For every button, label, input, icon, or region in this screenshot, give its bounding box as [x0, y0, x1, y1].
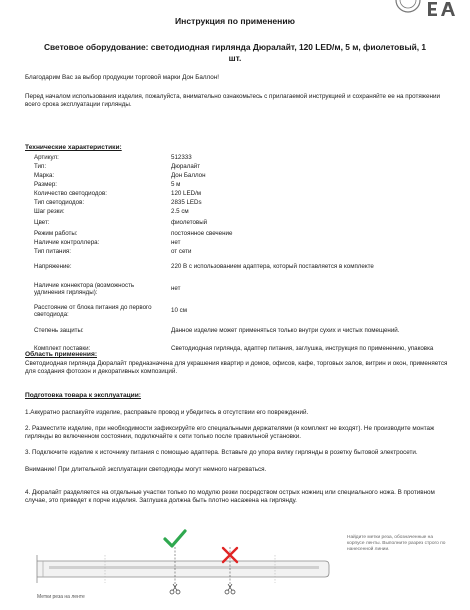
- spec-value: постоянное свечение: [171, 229, 233, 237]
- spec-row: [25, 207, 450, 216]
- spec-row: [25, 189, 450, 198]
- spec-value: 220 В с использованием адаптера, который поставляется в комплекте: [171, 263, 374, 271]
- spec-value: 2835 LEDs: [171, 198, 202, 206]
- spec-key: Тип питания:: [34, 247, 71, 255]
- prep-heading: Подготовка товара к эксплуатации:: [25, 392, 141, 399]
- step-4: 4. Дюралайт разделяется на отдельные участки только по модулю резки посредством острых ножниц или специального ножа. В противном случае, это приведет к порче изделия. Заглушка должна быть плотно насажена на гирлянду.: [25, 489, 435, 505]
- spec-row: [25, 247, 450, 256]
- cut-marks-label: Метки реза на ленте: [37, 594, 85, 600]
- usage-heading: Область применения:: [25, 351, 98, 358]
- product-title: Световое оборудование: светодиодная гирлянда Дюралайт, 120 LED/м, 5 м, фиолетовый, 1 шт.: [43, 42, 427, 63]
- spec-value: 10 см: [171, 307, 187, 315]
- spec-key: Напряжение:: [34, 263, 72, 271]
- spec-value: Светодиодная гирлянда, адаптер питания, заглушка, инструкция по применению, упаковка: [171, 345, 434, 353]
- spec-key: Степень защиты:: [34, 327, 84, 335]
- spec-key: Количество светодиодов:: [34, 189, 107, 197]
- spec-row: [25, 171, 450, 180]
- spec-row: [25, 229, 450, 238]
- spec-value: 512333: [171, 154, 192, 162]
- spec-key: Артикул:: [34, 154, 59, 162]
- spec-row: [25, 162, 450, 171]
- spec-row: [25, 322, 450, 340]
- spec-key: Режим работы:: [34, 229, 78, 237]
- spec-key: Комплект поставки:: [34, 345, 91, 353]
- spec-row: [25, 256, 450, 278]
- warning-text: Внимание! При длительной эксплуатации светодиоды могут немного нагреваться.: [25, 466, 267, 473]
- spec-row: [25, 180, 450, 189]
- thanks-text: Благодарим Вас за выбор продукции торговой марки Дон Баллон!: [25, 74, 219, 81]
- spec-key: Тип светодиодов:: [34, 198, 85, 206]
- spec-row: [25, 198, 450, 207]
- spec-value: нет: [171, 238, 181, 246]
- spec-row: [25, 216, 450, 229]
- spec-value: фиолетовый: [171, 218, 208, 226]
- spec-key: Цвет:: [34, 218, 50, 226]
- spec-value: нет: [171, 285, 181, 293]
- spec-key: Размер:: [34, 180, 57, 188]
- intro-text: Перед началом использования изделия, пожалуйста, внимательно ознакомьтесь с прилагаемой инструкцией и сохраняйте ее на протяжении всего срока эксплуатации гирлянды.: [25, 93, 440, 109]
- spec-row: [25, 300, 450, 322]
- cutting-diagram: [25, 525, 450, 610]
- spec-value: 5 м: [171, 180, 181, 188]
- spec-key: Наличие контроллера:: [34, 238, 100, 246]
- spec-value: Дюралайт: [171, 162, 201, 170]
- spec-row: [25, 154, 450, 162]
- step-1: 1.Аккуратно распакуйте изделие, расправьте провод и убедитесь в отсутствии его повреждений.: [25, 409, 309, 416]
- spec-value: от сети: [171, 247, 192, 255]
- spec-value: Дон Баллон: [171, 171, 206, 179]
- step-2: 2. Разместите изделие, при необходимости зафиксируйте его специальными держателями (в комплект не входят). Не производите монтаж гирлянды во включенном состоянии, подключайте к сети только после правильной установки.: [25, 425, 435, 441]
- specs-table: [25, 154, 450, 358]
- spec-value: Данное изделие может применяться только внутри сухих и чистых помещений.: [171, 327, 400, 335]
- specs-heading: Технические характеристики:: [25, 144, 122, 151]
- spec-key: Шаг резки:: [34, 207, 65, 215]
- spec-key: Расстояние от блока питания до первого светодиода:: [34, 303, 152, 318]
- document-title: Инструкция по применению: [174, 16, 295, 26]
- spec-key: Марка:: [34, 171, 55, 179]
- spec-row: [25, 278, 450, 300]
- spec-value: 2.5 см: [171, 207, 189, 215]
- spec-value: 120 LED/м: [171, 189, 202, 197]
- cut-instruction-note: Найдите метки реза, обозначенные на корпусе ленты. Выполните разрез строго по нанесенной линии.: [347, 535, 446, 552]
- spec-key: Наличие коннектора (возможность удлинения гирлянды):: [34, 281, 135, 296]
- spec-key: Тип:: [34, 162, 47, 170]
- spec-row: [25, 238, 450, 247]
- step-3: 3. Подключите изделие к источнику питания с помощью адаптера. Вставьте до упора вилку гирлянды в розетку бытовой электросети.: [25, 449, 418, 456]
- usage-text: Светодиодная гирлянда Дюралайт предназначена для украшения квартир и домов, офисов, кафе, торговых залов, витрин и окон, применяется для создания фотозон и декоративных композиций.: [25, 360, 448, 376]
